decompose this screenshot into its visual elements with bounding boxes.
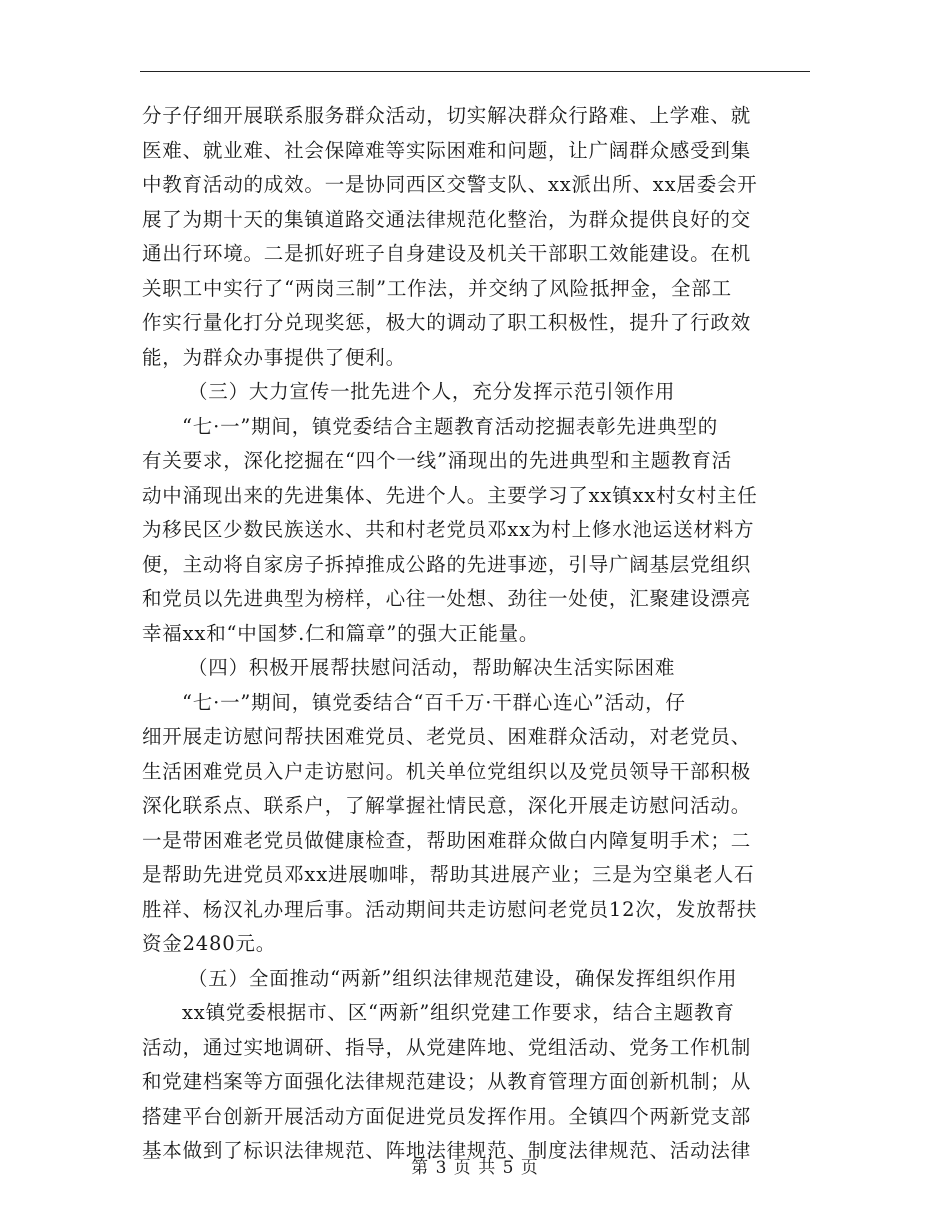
text-line: 深化联系点、联系户，了解掌握社情民意，深化开展走访慰问活动。 <box>142 794 752 817</box>
section-heading: （五）全面推动“两新”组织法律规范建设，确保发挥组织作用 <box>188 966 738 990</box>
text-line: 一是带困难老党员做健康检查，帮助困难群众做白内障复明手术；二 <box>142 828 752 852</box>
text-line: 细开展走访慰问帮扶困难党员、老党员、困难群众活动，对老党员、 <box>142 725 752 748</box>
section-heading: （四）积极开展帮扶慰问活动，帮助解决生活实际困难 <box>188 656 676 679</box>
text-line: 为移民区少数民族送水、共和村老党员邓xx为村上修水池运送材料方 <box>142 518 755 541</box>
text-line: 和党建档案等方面强化法律规范建设；从教育管理方面创新机制；从 <box>142 1070 752 1093</box>
text-line: 幸福xx和“中国梦.仁和篇章”的强大正能量。 <box>142 621 540 645</box>
text-line: 医难、就业难、社会保障难等实际困难和问题，让广阔群众感受到集 <box>142 138 752 162</box>
text-line: 中教育活动的成效。一是协同西区交警支队、xx派出所、xx居委会开 <box>142 173 758 196</box>
text-line: 展了为期十天的集镇道路交通法律规范化整治，为群众提供良好的交 <box>142 207 752 231</box>
section-heading: （三）大力宣传一批先进个人，充分发挥示范引领作用 <box>188 380 676 403</box>
text-line: 资金2480元。 <box>142 932 277 955</box>
text-line: 活动，通过实地调研、指导，从党建阵地、党组活动、党务工作机制 <box>142 1035 752 1059</box>
text-line: 生活困难党员入户走访慰问。机关单位党组织以及党员领导干部积极 <box>142 759 752 783</box>
text-line: “七·一”期间，镇党委结合“百千万·干群心连心”活动，仔 <box>182 690 686 714</box>
text-line: 是帮助先进党员邓xx进展咖啡，帮助其进展产业；三是为空巢老人石 <box>142 863 755 886</box>
text-line: 便，主动将自家房子拆掉推成公路的先进事迹，引导广阔基层党组织 <box>142 552 752 576</box>
text-line: xx镇党委根据市、区“两新”组织党建工作要求，结合主题教育 <box>182 1001 735 1024</box>
text-line: 能，为群众办事提供了便利。 <box>142 345 406 369</box>
text-line: 通出行环境。二是抓好班子自身建设及机关干部职工效能建设。在机 <box>142 242 752 265</box>
text-line: 有关要求，深化挖掘在“四个一线”涌现出的先进典型和主题教育活 <box>142 449 732 472</box>
text-line: 基本做到了标识法律规范、阵地法律规范、制度法律规范、活动法律 <box>142 1139 752 1162</box>
header-rule <box>140 71 810 72</box>
text-line: 作实行量化打分兑现奖惩，极大的调动了职工积极性，提升了行政效 <box>142 311 752 334</box>
text-line: “七·一”期间，镇党委结合主题教育活动挖掘表彰先进典型的 <box>182 414 719 438</box>
text-line: 分子仔细开展联系服务群众活动，切实解决群众行路难、上学难、就 <box>142 104 752 127</box>
text-line: 胜祥、杨汉礼办理后事。活动期间共走访慰问老党员12次，发放帮扶 <box>142 897 758 921</box>
text-line: 搭建平台创新开展活动方面促进党员发挥作用。全镇四个两新党支部 <box>142 1104 752 1128</box>
text-line: 动中涌现出来的先进集体、先进个人。主要学习了xx镇xx村女村主任 <box>142 483 758 507</box>
text-line: 关职工中实行了“两岗三制”工作法，并交纳了风险抵押金，全部工 <box>142 276 732 300</box>
document-body <box>142 99 812 1169</box>
text-line: 和党员以先进典型为榜样，心往一处想、劲往一处使，汇聚建设漂亮 <box>142 587 752 610</box>
page-footer: 第 3 页 共 5 页 <box>411 1158 539 1178</box>
